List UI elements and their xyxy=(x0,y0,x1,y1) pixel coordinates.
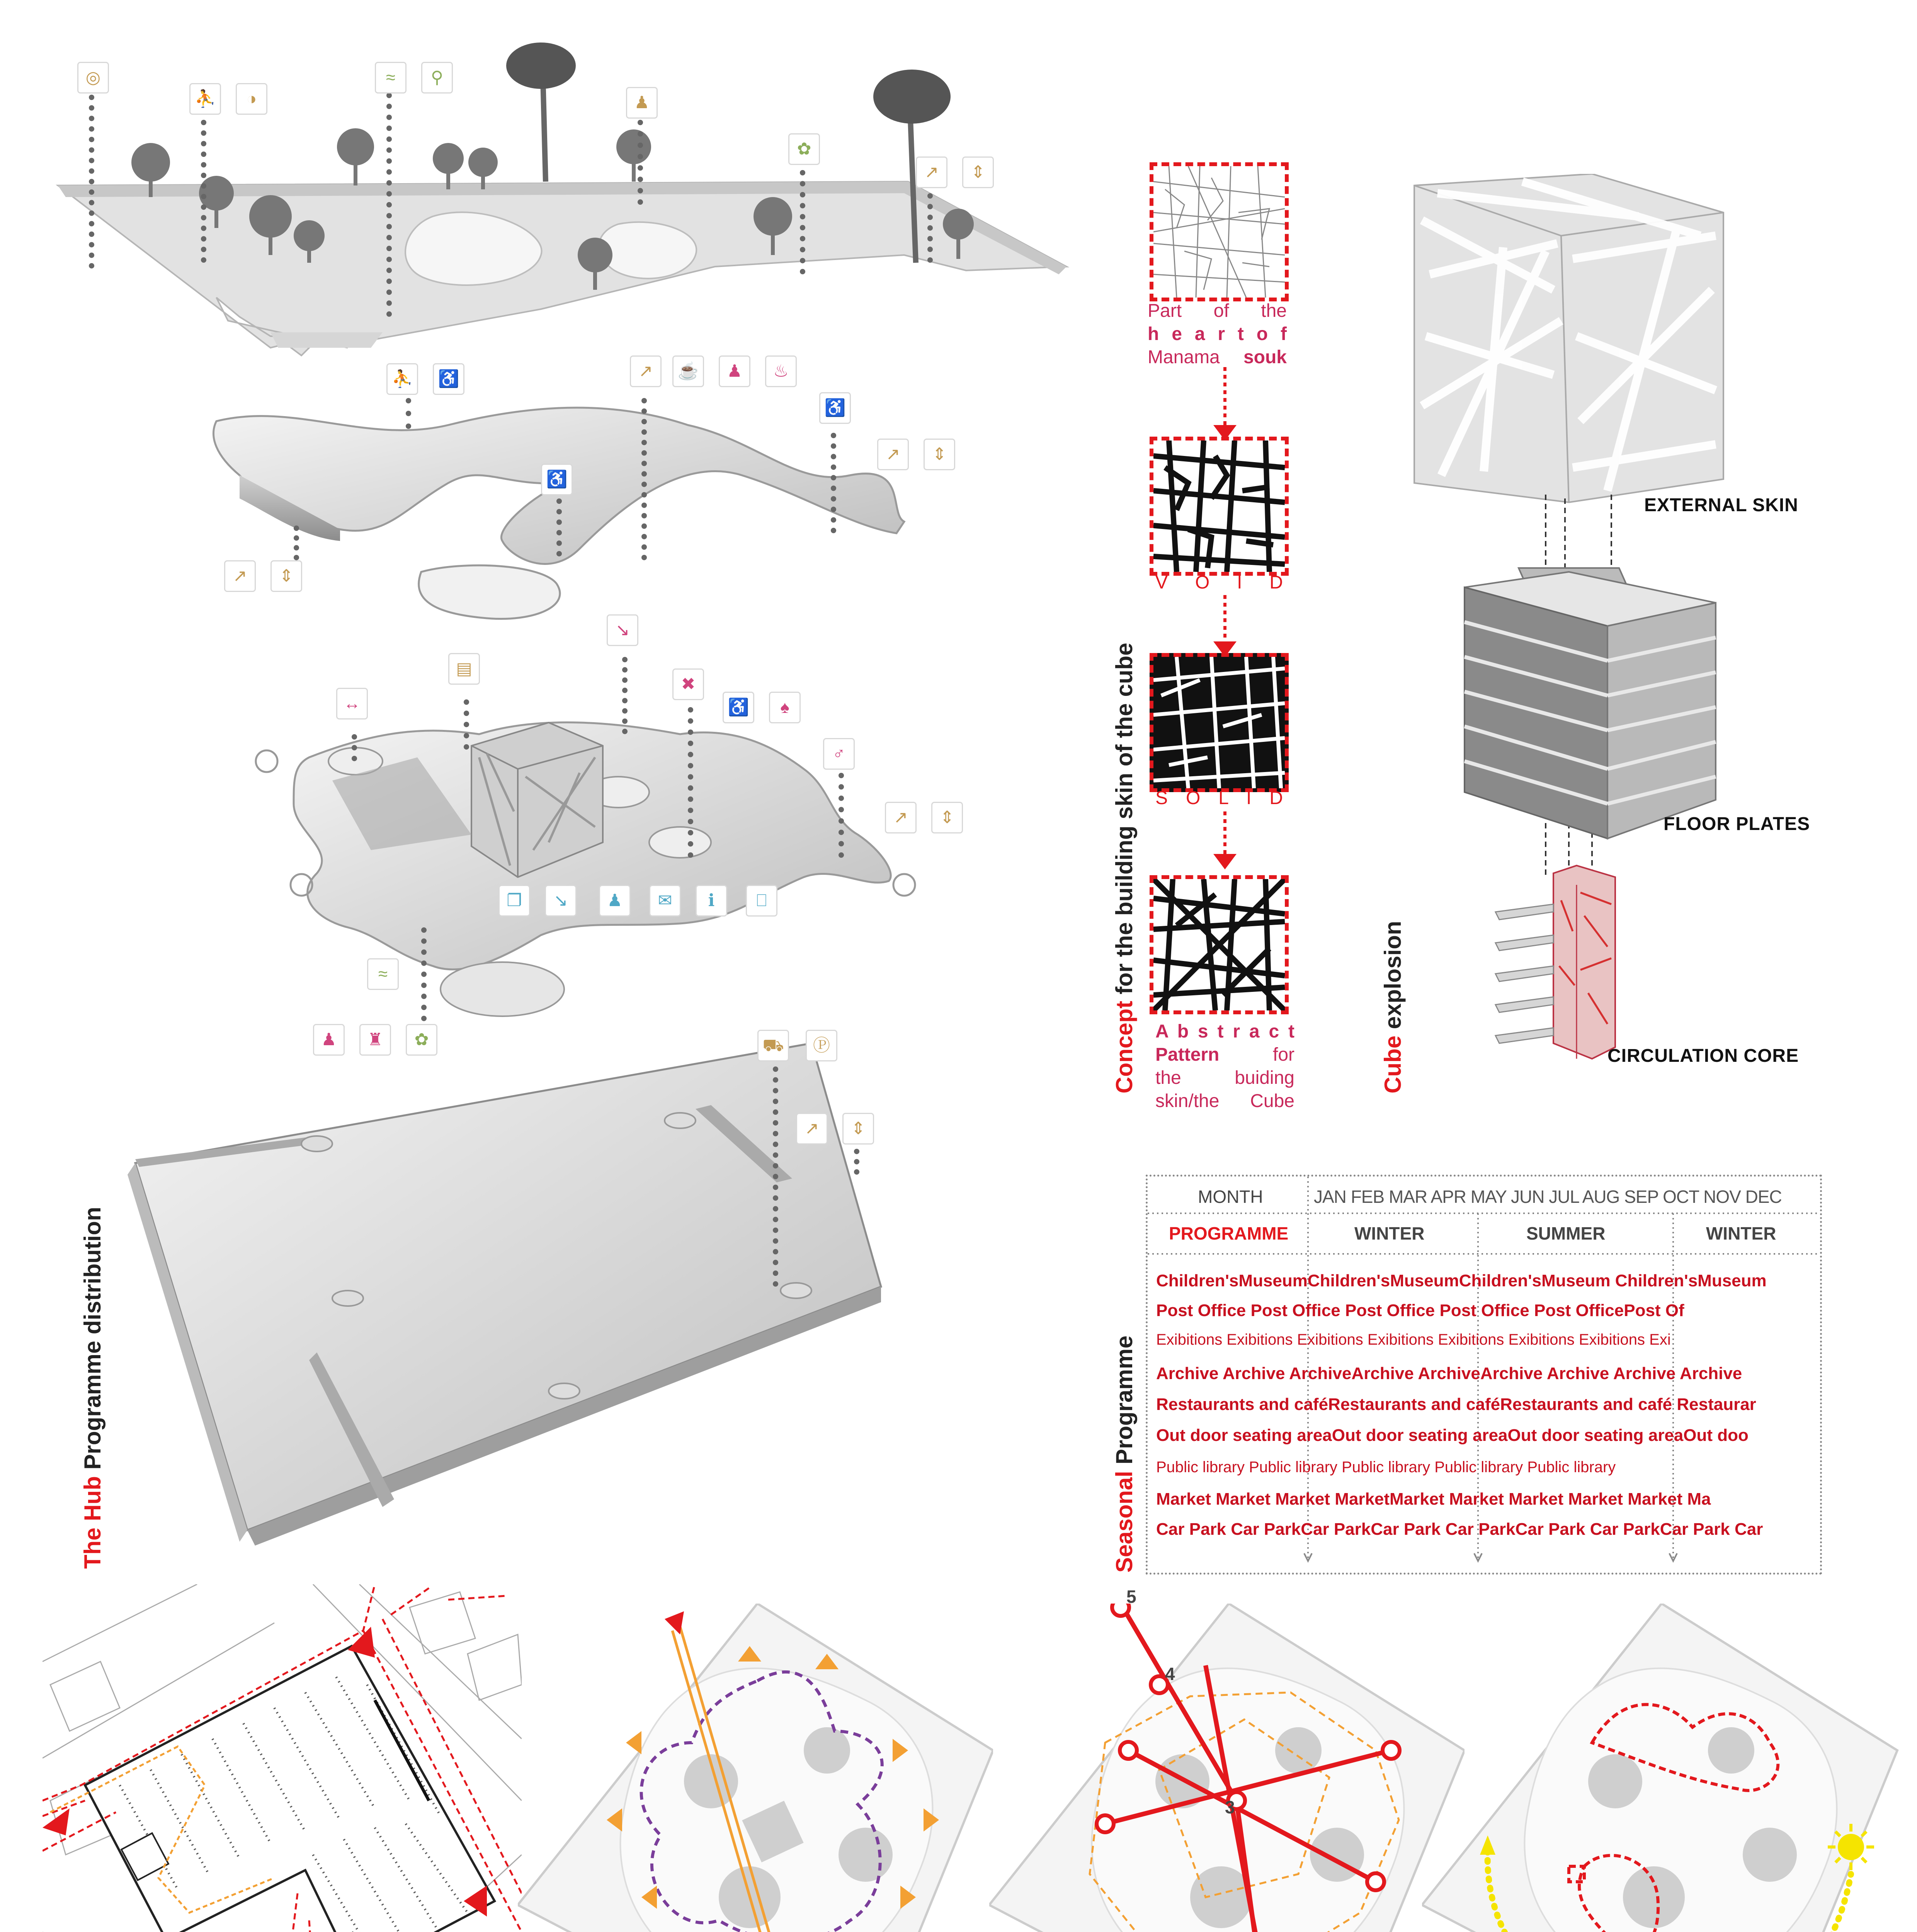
restaurant-icon: ♨ xyxy=(765,355,797,387)
document-icon: ❐ xyxy=(498,885,530,917)
accessible-icon: ♿ xyxy=(819,392,851,424)
seasonal-programme-table xyxy=(1146,1175,1822,1575)
floor-plates-model xyxy=(1465,568,1716,838)
mail-icon: ✉ xyxy=(649,885,681,917)
season-winter-2: WINTER xyxy=(1706,1223,1776,1243)
restaurant-icon: ✖ xyxy=(672,668,704,700)
solid-pattern xyxy=(1153,657,1285,788)
leader-line xyxy=(688,707,693,858)
slide-icon: ↘ xyxy=(545,885,577,917)
leader-line xyxy=(89,95,94,269)
circulation-core-label: CIRCULATION CORE xyxy=(1607,1046,1799,1066)
leader-line xyxy=(638,120,643,205)
programme-row: Children'sMuseumChildren'sMuseumChildren'sMuseum Children'sMuseum xyxy=(1156,1271,1767,1290)
toilet-icon: ♂ xyxy=(823,738,855,770)
playground-icon: ♠ xyxy=(769,692,801,723)
cafe-icon: ☕ xyxy=(672,355,704,387)
node-label-5: 5 xyxy=(1126,1587,1136,1607)
leader-line xyxy=(556,498,562,556)
programme-header: PROGRAMME xyxy=(1169,1223,1289,1243)
season-summer: SUMMER xyxy=(1526,1223,1606,1243)
mother-child-icon: ♜ xyxy=(359,1024,391,1056)
bench-icon: ▤ xyxy=(448,653,480,685)
accessible-icon: ♿ xyxy=(433,363,464,395)
programme-row: Restaurants and caféRestaurants and caféRestaurants and café Restaurar xyxy=(1156,1395,1756,1414)
programme-row: Public library Public library Public library Public library Public library xyxy=(1156,1459,1616,1476)
parking-icon: Ⓟ xyxy=(806,1030,837,1061)
location-icon: ⚲ xyxy=(421,62,453,94)
seesaw-icon: ↔ xyxy=(336,688,368,719)
seasonal-title: Seasonal Programme xyxy=(1111,1335,1137,1573)
water-icon: ≈ xyxy=(367,958,399,990)
bicycle-icon: ◑ xyxy=(236,83,267,115)
slide-icon: ↘ xyxy=(607,614,638,646)
leader-line xyxy=(831,433,836,533)
elevator-icon: ⇕ xyxy=(270,560,302,592)
cube-explosion-diagram xyxy=(1407,174,1886,1086)
concept-title: Concept for the building skin of the cube xyxy=(1111,643,1137,1094)
node-label-4: 4 xyxy=(1165,1664,1175,1684)
leader-line xyxy=(773,1066,778,1287)
family-icon: ♟ xyxy=(313,1024,345,1056)
season-winter-1: WINTER xyxy=(1354,1223,1425,1243)
programme-row: Car Park Car ParkCar ParkCar Park Car ParkCar Park Car ParkCar Park Car xyxy=(1156,1520,1763,1539)
concept-step-4-caption: A b s t r a c t Pattern for the buiding skin/the Cube xyxy=(1155,1021,1294,1111)
car-park-block xyxy=(85,1646,495,1932)
months-row: JAN FEB MAR APR MAY JUN JUL AUG SEP OCT NOV DEC xyxy=(1314,1187,1782,1207)
floor-plates-label: FLOOR PLATES xyxy=(1664,814,1810,834)
axonometric-layers xyxy=(0,0,1105,1584)
traffic-light-icon: ◎ xyxy=(77,62,109,94)
souk-map-drawing xyxy=(1153,166,1285,298)
vehicule-circulation-diagram xyxy=(43,1584,522,1932)
escalator-icon: ↗ xyxy=(224,560,256,592)
leader-line xyxy=(839,773,844,858)
pedestrian-circulation-diagram xyxy=(518,1604,993,1932)
escalator-icon: ↗ xyxy=(796,1113,828,1145)
concept-step-solid xyxy=(1150,653,1289,792)
elevator-icon: ⇕ xyxy=(842,1113,874,1145)
programme-row: Out door seating areaOut door seating areaOut door seating areaOut doo xyxy=(1156,1426,1749,1445)
person-icon: ♟ xyxy=(599,885,631,917)
leader-line xyxy=(352,734,357,761)
plants-icon: ✿ xyxy=(788,133,820,165)
elevator-icon: ⇕ xyxy=(962,156,994,188)
abstract-pattern xyxy=(1153,879,1285,1010)
elevator-icon: ⇕ xyxy=(924,439,955,470)
leader-line xyxy=(641,398,647,560)
concept-step-pattern xyxy=(1150,875,1289,1014)
leader-line xyxy=(622,657,628,734)
programme-row: Archive Archive ArchiveArchive ArchiveArchive Archive Archive Archive xyxy=(1156,1364,1742,1383)
leader-line xyxy=(386,93,392,317)
leader-line xyxy=(800,170,805,274)
nodal-points-diagram xyxy=(989,1604,1465,1932)
family-icon: ♟ xyxy=(719,355,750,387)
concept-step-map xyxy=(1150,162,1289,301)
elevator-icon: ⇕ xyxy=(931,802,963,833)
cube-title: Cube explosion xyxy=(1380,921,1406,1094)
programme-row: Post Office Post Office Post Office Post Office Post OfficePost Of xyxy=(1156,1301,1684,1320)
water-icon: ≈ xyxy=(375,62,407,94)
node-label-3: 3 xyxy=(1225,1797,1235,1817)
car-icon: ⛟ xyxy=(757,1030,789,1061)
laptop-icon: ⎕ xyxy=(746,885,777,917)
info-icon: ℹ xyxy=(696,885,727,917)
leader-line xyxy=(201,120,206,263)
escalator-icon: ↗ xyxy=(916,156,947,188)
leader-line xyxy=(406,398,411,429)
family-icon: ♟ xyxy=(626,87,658,119)
external-skin-label: EXTERNAL SKIN xyxy=(1644,495,1798,515)
accessible-icon: ♿ xyxy=(541,464,573,495)
programme-row: Market Market Market MarketMarket Market Market Market Market Ma xyxy=(1156,1490,1711,1509)
programme-row: Exibitions Exibitions Exibitions Exibitions Exibitions Exibitions Exibitions Exi xyxy=(1156,1331,1671,1348)
etfe-shading-diagram xyxy=(1422,1604,1905,1932)
concept-step-1-caption: Part of the h e a r t o f Manama souk xyxy=(1148,301,1287,367)
concept-step-void xyxy=(1150,437,1289,576)
leader-line xyxy=(294,526,299,560)
pedestrian-icon: ⛹ xyxy=(386,363,418,395)
escalator-icon: ↗ xyxy=(885,802,917,833)
void-pattern xyxy=(1153,440,1285,572)
hub-axonometric xyxy=(0,0,1105,1584)
circulation-core-model xyxy=(1495,866,1615,1059)
month-header: MONTH xyxy=(1198,1187,1263,1207)
concept-step-3-caption: S O L I D xyxy=(1155,788,1283,808)
external-skin-model xyxy=(1414,174,1723,502)
base-slab xyxy=(128,1043,881,1546)
plants-icon: ✿ xyxy=(406,1024,437,1056)
pedestrian-icon: ⛹ xyxy=(189,83,221,115)
leader-line xyxy=(464,699,469,750)
escalator-icon: ↗ xyxy=(877,439,909,470)
leader-line xyxy=(927,193,933,263)
plaza-layer xyxy=(256,723,915,1016)
escalator-icon: ↗ xyxy=(630,355,662,387)
hub-title: The Hub Programme distribution xyxy=(80,1207,105,1569)
concept-step-2-caption: V O I D xyxy=(1155,572,1283,593)
accessible-icon: ♿ xyxy=(723,692,754,723)
